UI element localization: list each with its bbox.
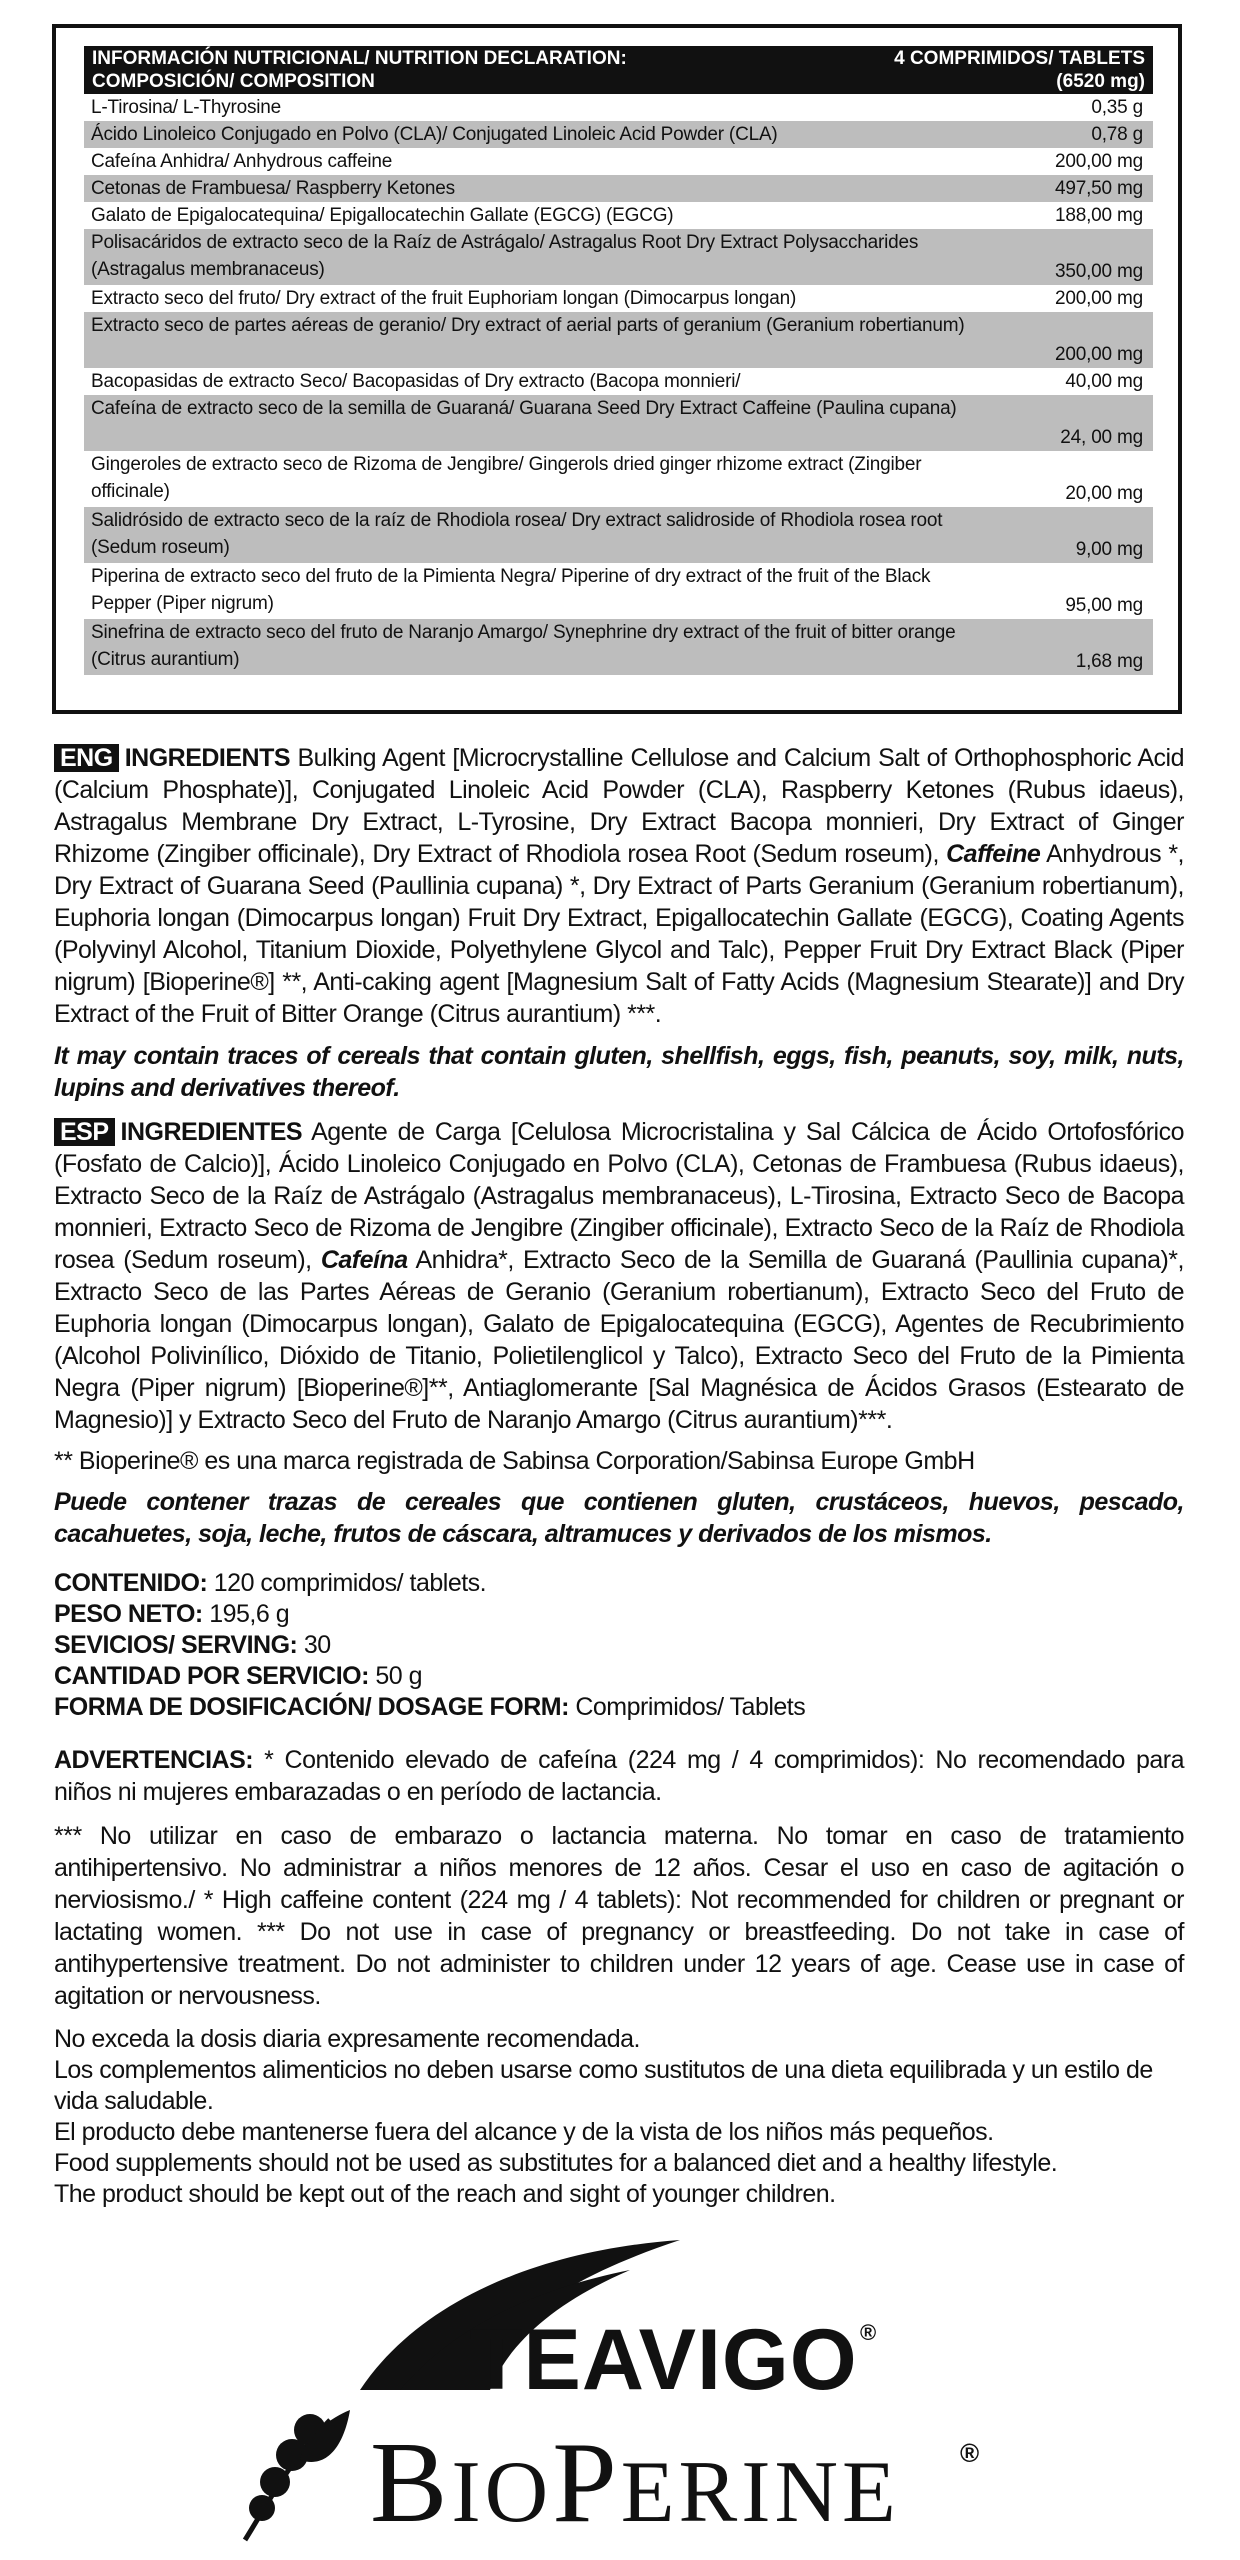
esp-ingredients	[54, 1116, 1184, 1436]
esp-tag: ESP	[54, 1118, 115, 1146]
table-row	[84, 451, 1153, 507]
eng-ingredients	[54, 742, 1184, 1030]
bioperine-trademark-note: ** Bioperine® es una marca registrada de Sabinsa Corporation/Sabinsa Europe GmbH	[54, 1447, 975, 1475]
row-value: 20,00 mg	[1065, 483, 1143, 504]
row-value: 95,00 mg	[1065, 595, 1143, 616]
row-value: 0,78 g	[1091, 124, 1143, 145]
bioperine-registered-mark: ®	[960, 2438, 980, 2468]
row-value: 200,00 mg	[1055, 344, 1143, 365]
nutrition-table-box	[52, 24, 1182, 714]
row-name: L-Tirosina/ L-Thyrosine	[91, 97, 282, 118]
esp-title: INGREDIENTES	[120, 1118, 303, 1146]
peppercorn-branch-icon	[230, 2400, 360, 2550]
spec-cantidad: CANTIDAD POR SERVICIO: 50 g	[54, 1662, 423, 1690]
row-name: Salidrósido de extracto seco de la raíz de Rhodiola rosea/ Dry extract salidroside of Rhodiola rosea root (Sedum roseum)	[91, 510, 943, 558]
row-name: Piperina de extracto seco del fruto de la Pimienta Negra/ Piperine of dry extract of the fruit of the Black Pepper (Piper nigrum)	[91, 566, 931, 614]
row-value: 1,68 mg	[1075, 651, 1143, 672]
table-row	[84, 229, 1153, 285]
row-name: Cetonas de Frambuesa/ Raspberry Ketones	[91, 178, 455, 199]
table-row	[84, 175, 1153, 202]
bioperine-wordmark: BIOPERINE	[370, 2419, 900, 2547]
product-specs	[54, 1568, 1184, 1723]
row-name: Extracto seco de partes aéreas de geranio/ Dry extract of aerial parts of geranium (Geranium robertianum)	[91, 315, 965, 336]
notice-item: Food supplements should not be used as substitutes for a balanced diet and a healthy lifestyle.	[54, 2149, 1058, 2177]
row-name: Gingeroles de extracto seco de Rizoma de Jengibre/ Gingerols dried ginger rhizome extract (Zingiber officinale)	[91, 454, 922, 502]
row-value: 350,00 mg	[1055, 261, 1143, 282]
header-serving-weight: (6520 mg)	[1056, 71, 1145, 92]
notice-item: The product should be kept out of the reach and sight of younger children.	[54, 2180, 836, 2208]
table-row	[84, 368, 1153, 395]
row-name: Bacopasidas de extracto Seco/ Bacopasidas of Dry extracto (Bacopa monnieri/	[91, 371, 741, 392]
row-value: 24, 00 mg	[1060, 427, 1143, 448]
table-row	[84, 202, 1153, 229]
row-value: 188,00 mg	[1055, 205, 1143, 226]
row-name: Galato de Epigalocatequina/ Epigallocatechin Gallate (EGCG) (EGCG)	[91, 205, 674, 226]
table-row	[84, 312, 1153, 368]
row-name: Sinefrina de extracto seco del fruto de Naranjo Amargo/ Synephrine dry extract of the fruit of bitter orange (Citrus aurantium)	[91, 622, 956, 670]
table-row	[84, 148, 1153, 175]
spec-contenido: CONTENIDO: 120 comprimidos/ tablets.	[54, 1569, 487, 1597]
spec-servicios: SEVICIOS/ SERVING: 30	[54, 1631, 331, 1659]
row-name: Cafeína de extracto seco de la semilla de Guaraná/ Guarana Seed Dry Extract Caffeine (Paulina cupana)	[91, 398, 957, 419]
table-row	[84, 94, 1153, 121]
esp-text-2: Anhidra*, Extracto Seco de la Semilla de Guaraná (Paullinia cupana)*, Extracto Seco de las Partes Aéreas de Geranio (Geranium robertianum), Extracto Seco del Fruto de Euphoria longan (Dimocarpus longan), Galato de Epigalocatequina (EGCG), Agentes de Recubrimiento (Alcohol Polivinílico, Dióxido de Titanio, Polietilenglicol y Talco), Extracto Seco del Fruto de la Pimienta Negra (Piper nigrum) [Bioperine®]**, Antiaglomerante [Sal Magnésica de Ácidos Grasos (Estearato de Magnesio)] y Extracto Seco del Fruto de Naranjo Amargo (Citrus aurantium)***.	[54, 1246, 1184, 1434]
warnings-label: ADVERTENCIAS:	[54, 1746, 254, 1774]
eng-text-1: Bulking Agent [Microcrystalline Cellulose and Calcium Salt of Orthophosphoric Acid (Calcium Phosphate)], Conjugated Linoleic Acid Powder (CLA), Raspberry Ketones (Rubus idaeus), Astragalus Membrane Dry Extract, L-Tyrosine, Dry Extract Bacopa monnieri, Dry Extract of Ginger Rhizome (Zingiber officinale), Dry Extract of Rhodiola rosea Root (Sedum roseum),	[54, 744, 1184, 868]
warnings-1: ADVERTENCIAS: * Contenido elevado de cafeína (224 mg / 4 comprimidos): No recomendado para niños ni mujeres embarazadas o en período de lactancia.	[54, 1746, 1184, 1806]
table-row	[84, 285, 1153, 312]
eng-text-2: Anhydrous *, Dry Extract of Guarana Seed (Paullinia cupana) *, Dry Extract of Parts Geranium (Geranium robertianum), Euphoria longan (Dimocarpus longan) Fruit Dry Extract, Epigallocatechin Gallate (EGCG), Coating Agents (Polyvinyl Alcohol, Titanium Dioxide, Polyethylene Glycol and Talc), Pepper Fruit Dry Extract Black (Piper nigrum) [Bioperine®] **, Anti-caking agent [Magnesium Salt of Fatty Acids (Magnesium Stearate)] and Dry Extract of the Fruit of Bitter Orange (Citrus aurantium) ***.	[54, 840, 1184, 1028]
row-name: Polisacáridos de extracto seco de la Raíz de Astrágalo/ Astragalus Root Dry Extract Polysaccharides (Astragalus membranaceus)	[91, 232, 919, 280]
table-row	[84, 121, 1153, 148]
eng-caffeine: Caffeine	[946, 840, 1041, 868]
notice-item: El producto debe mantenerse fuera del alcance y de la vista de los niños más pequeños.	[54, 2118, 994, 2146]
table-row	[84, 395, 1153, 451]
row-value: 200,00 mg	[1055, 288, 1143, 309]
esp-allergen-warning: Puede contener trazas de cereales que contienen gluten, crustáceos, huevos, pescado, cacahuetes, soja, leche, frutos de cáscara, altramuces y derivados de los mismos.	[54, 1488, 1184, 1548]
row-name: Cafeína Anhidra/ Anhydrous caffeine	[91, 151, 393, 172]
table-row	[84, 563, 1153, 619]
row-value: 40,00 mg	[1065, 371, 1143, 392]
esp-text-1: Agente de Carga [Celulosa Microcristalina y Sal Cálcica de Ácido Ortofosfórico (Fosfato de Calcio)], Ácido Linoleico Conjugado en Polvo (CLA), Cetonas de Frambuesa (Rubus idaeus), Extracto Seco de la Raíz de Astrágalo (Astragalus membranaceus), L-Tirosina, Extracto Seco de Bacopa monnieri, Extracto Seco de Rizoma de Jengibre (Zingiber officinale), Extracto Seco de la Raíz de Rhodiola rosea (Sedum roseum),	[54, 1118, 1184, 1274]
spec-forma: FORMA DE DOSIFICACIÓN/ DOSAGE FORM: Comprimidos/ Tablets	[54, 1693, 806, 1721]
row-value: 497,50 mg	[1055, 178, 1143, 199]
notices	[54, 2024, 1184, 2210]
header-title: INFORMACIÓN NUTRICIONAL/ NUTRITION DECLARATION:	[92, 48, 627, 69]
eng-title: INGREDIENTS	[124, 744, 291, 772]
eng-tag: ENG	[54, 744, 119, 772]
row-value: 0,35 g	[1091, 97, 1143, 118]
row-name: Ácido Linoleico Conjugado en Polvo (CLA)/ Conjugated Linoleic Acid Powder (CLA)	[91, 124, 778, 145]
teavigo-wordmark: TEAVIGO	[470, 2312, 858, 2408]
bioperine-logo	[230, 2400, 1030, 2550]
notice-item: Los complementos alimenticios no deben usarse como sustitutos de una dieta equilibrada y un estilo de vida saludable.	[54, 2056, 1153, 2115]
row-value: 9,00 mg	[1075, 539, 1143, 560]
header-subtitle: COMPOSICIÓN/ COMPOSITION	[92, 71, 375, 92]
row-name: Extracto seco del fruto/ Dry extract of the fruit Euphoriam longan (Dimocarpus longan)	[91, 288, 797, 309]
eng-allergen-warning: It may contain traces of cereals that contain gluten, shellfish, eggs, fish, peanuts, soy, milk, nuts, lupins and derivatives thereof.	[54, 1042, 1184, 1102]
row-value: 200,00 mg	[1055, 151, 1143, 172]
nutrition-table	[84, 46, 1153, 675]
warnings-2: *** No utilizar en caso de embarazo o lactancia materna. No tomar en caso de tratamiento antihipertensivo. No administrar a niños menores de 12 años. Cesar el uso en caso de agitación o nerviosismo./ * High caffeine content (224 mg / 4 tablets): Not recommended for children or pregnant or lactating women. *** Do not use in case of pregnancy or breastfeeding. Do not take in case of antihypertensive treatment. Do not administer to children under 12 years of age. Cease use in case of agitation or nervousness.	[54, 1822, 1184, 2010]
teavigo-registered-mark: ®	[860, 2320, 877, 2345]
esp-caffeine: Cafeína	[320, 1246, 408, 1274]
notice-item: No exceda la dosis diaria expresamente recomendada.	[54, 2025, 640, 2053]
table-row	[84, 619, 1153, 675]
table-row	[84, 507, 1153, 563]
spec-peso-neto: PESO NETO: 195,6 g	[54, 1600, 290, 1628]
header-serving: 4 COMPRIMIDOS/ TABLETS	[894, 48, 1145, 69]
teavigo-logo	[340, 2240, 900, 2408]
nutrition-table-header	[84, 46, 1153, 94]
